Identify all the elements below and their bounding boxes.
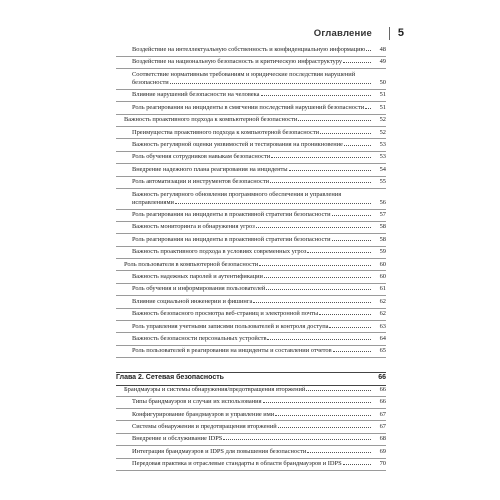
toc-entry-page: 68 xyxy=(379,435,386,443)
toc-entry-title: Важность мониторинга и обнаружения угроз xyxy=(132,223,255,231)
toc-entry-page: 70 xyxy=(379,460,386,468)
toc-section-2 xyxy=(116,386,386,471)
leader-dots xyxy=(365,108,371,109)
row-divider xyxy=(116,433,386,434)
leader-dots xyxy=(170,83,371,84)
row-divider xyxy=(116,209,386,210)
leader-dots xyxy=(271,157,371,158)
toc-entry-title: Важность безопасного просмотра веб-страниц и электронной почты xyxy=(132,310,319,318)
row-divider xyxy=(116,445,386,446)
row-divider xyxy=(116,126,386,127)
leader-dots xyxy=(366,50,371,51)
toc-entry-title: Важность безопасности персональных устройств xyxy=(132,335,267,342)
leader-dots xyxy=(332,215,371,216)
toc-entry-page: 62 xyxy=(379,297,386,305)
toc-entry-page: 52 xyxy=(379,116,386,124)
toc-entry-page: 63 xyxy=(379,322,386,330)
toc-entry xyxy=(116,58,386,66)
row-divider xyxy=(116,151,386,152)
leader-dots xyxy=(289,170,371,171)
toc-entry-page: 60 xyxy=(379,260,386,268)
toc-entry-title: Важность регулярной оценки уязвимостей и тестирования на проникновение xyxy=(132,140,343,148)
toc-entry xyxy=(116,104,386,112)
leader-dots xyxy=(298,120,371,121)
toc-entry xyxy=(116,236,386,244)
toc-entry-title: Роль пользователя в компьютерной безопасности xyxy=(124,260,259,268)
chapter-heading xyxy=(116,373,386,383)
row-divider xyxy=(116,114,386,115)
row-divider xyxy=(116,138,386,139)
toc-entry-page: 51 xyxy=(379,91,386,99)
leader-dots xyxy=(306,390,371,391)
toc-entry xyxy=(116,335,386,343)
toc-entry-title: Системы обнаружения и предотвращения вторжений xyxy=(132,422,277,430)
row-divider xyxy=(116,320,386,321)
page-number: 5 xyxy=(397,27,404,39)
toc-entry-title: Конфигурирование брандмауэров и управление ими xyxy=(132,410,275,418)
toc-entry-page: 62 xyxy=(379,310,386,318)
row-divider xyxy=(116,246,386,247)
leader-dots xyxy=(329,327,371,328)
toc-entry-title: Преимущества проактивного подхода к компьютерной безопасности xyxy=(132,128,320,136)
row-divider xyxy=(116,233,386,234)
toc-entry-page: 69 xyxy=(379,447,386,455)
row-divider xyxy=(116,408,386,409)
row-divider xyxy=(116,188,386,189)
toc-entry xyxy=(116,398,386,406)
toc-entry xyxy=(116,141,386,149)
leader-dots xyxy=(259,265,371,266)
toc-entry xyxy=(116,448,386,456)
toc-entry-page: 58 xyxy=(379,235,386,243)
header-divider xyxy=(389,27,390,40)
toc-entry-page: 58 xyxy=(379,223,386,231)
row-divider xyxy=(116,396,386,397)
row-divider xyxy=(116,458,386,459)
toc-entry xyxy=(116,129,386,137)
toc-entry-title: Роль управления учетными записями пользователей и контроля доступа xyxy=(132,322,329,330)
toc-entry xyxy=(116,285,386,293)
leader-dots xyxy=(267,339,371,340)
row-divider xyxy=(116,420,386,421)
table-of-contents xyxy=(116,46,386,473)
row-divider xyxy=(116,176,386,177)
leader-dots xyxy=(319,314,371,315)
toc-entry xyxy=(116,460,386,468)
leader-dots xyxy=(343,62,371,63)
toc-entry-title: Влияние нарушений безопасности на человека xyxy=(132,91,260,99)
toc-entry xyxy=(116,211,386,219)
toc-entry xyxy=(116,91,386,99)
chapter-page: 66 xyxy=(378,373,386,381)
row-divider xyxy=(116,56,386,57)
toc-entry-title: Влияние социальной инженерии и фишинга xyxy=(132,297,253,305)
toc-entry xyxy=(116,248,386,256)
toc-entry-page: 48 xyxy=(379,46,386,53)
leader-dots xyxy=(261,95,372,96)
row-divider xyxy=(116,345,386,346)
toc-entry-title: Роль реагирования на инциденты в проактивной стратегии безопасности xyxy=(132,211,331,219)
toc-entry xyxy=(116,178,386,186)
toc-entry-title: Воздействие на интеллектуальную собственность и конфиденциальную информацию xyxy=(132,46,366,53)
toc-entry xyxy=(116,273,386,281)
row-divider xyxy=(116,89,386,90)
toc-entry xyxy=(116,261,386,269)
row-divider xyxy=(116,308,386,309)
chapter-title: Глава 2. Сетевая безопасность xyxy=(116,373,224,381)
toc-entry-title: Важность регулярного обновления программного обеспечения и управления исправлениями xyxy=(132,190,342,206)
row-divider xyxy=(116,258,386,259)
leader-dots xyxy=(263,402,371,403)
leader-dots xyxy=(175,203,371,204)
toc-entry-title: Роль автоматизации и инструментов безопасности xyxy=(132,178,270,186)
toc-section-1 xyxy=(116,46,386,358)
toc-entry xyxy=(116,347,386,355)
toc-entry-page: 56 xyxy=(379,198,386,206)
toc-entry-page: 61 xyxy=(379,285,386,293)
row-divider xyxy=(116,470,386,471)
toc-entry xyxy=(116,435,386,443)
toc-entry-title: Важность проактивного подхода в условиях современных угроз xyxy=(132,248,307,256)
toc-entry-title: Внедрение надежного плана реагирования на инциденты xyxy=(132,165,288,173)
toc-entry xyxy=(116,116,386,124)
toc-entry xyxy=(116,46,386,54)
leader-dots xyxy=(343,464,371,465)
toc-entry-page: 60 xyxy=(379,273,386,281)
toc-entry xyxy=(116,411,386,419)
row-divider xyxy=(116,163,386,164)
toc-entry xyxy=(116,310,386,318)
leader-dots xyxy=(333,351,371,352)
leader-dots xyxy=(256,227,371,228)
toc-entry-title: Важность проактивного подхода к компьютерной безопасности xyxy=(124,116,298,124)
row-divider xyxy=(116,295,386,296)
toc-entry-page: 49 xyxy=(379,58,386,66)
toc-entry-title: Роль пользователей в реагировании на инциденты и составлении отчетов xyxy=(132,347,332,355)
toc-entry-title: Важность надежных паролей и аутентификации xyxy=(132,273,263,281)
section-gap xyxy=(116,360,386,370)
leader-dots xyxy=(223,439,371,440)
row-divider xyxy=(116,68,386,69)
toc-entry-page: 52 xyxy=(379,128,386,136)
toc-entry-page: 66 xyxy=(379,398,386,406)
page-header xyxy=(0,28,500,42)
leader-dots xyxy=(253,302,371,303)
toc-entry-title: Роль обучения и информирования пользователей xyxy=(132,285,266,293)
toc-entry-page: 53 xyxy=(379,153,386,161)
row-divider xyxy=(116,283,386,284)
toc-entry xyxy=(116,153,386,161)
toc-entry xyxy=(116,71,386,87)
toc-entry-page: 50 xyxy=(379,78,386,86)
row-divider xyxy=(116,332,386,333)
leader-dots xyxy=(270,182,371,183)
row-divider xyxy=(116,357,386,358)
toc-entry-page: 54 xyxy=(379,165,386,173)
toc-entry-page: 51 xyxy=(379,103,386,111)
toc-entry-page: 67 xyxy=(379,410,386,418)
toc-entry-page: 66 xyxy=(379,385,386,393)
leader-dots xyxy=(275,415,371,416)
toc-entry xyxy=(116,323,386,331)
toc-entry-page: 64 xyxy=(379,335,386,342)
toc-entry xyxy=(116,298,386,306)
toc-entry-page: 67 xyxy=(379,422,386,430)
toc-entry-title: Брандмауэры и системы обнаружения/предотвращения вторжений xyxy=(124,385,306,393)
running-header-title: Оглавление xyxy=(313,28,372,39)
toc-entry-title: Передовая практика и отраслевые стандарты в области брандмауэров и IDPS xyxy=(132,460,342,468)
leader-dots xyxy=(332,240,371,241)
toc-entry-page: 57 xyxy=(379,211,386,219)
toc-entry xyxy=(116,386,386,394)
leader-dots xyxy=(266,289,371,290)
toc-entry-page: 65 xyxy=(379,347,386,355)
leader-dots xyxy=(320,133,371,134)
leader-dots xyxy=(307,452,371,453)
toc-entry-title: Роль реагирования на инциденты в смягчении последствий нарушений безопасности xyxy=(132,103,365,111)
toc-entry-title: Типы брандмауэров и случаи их использования xyxy=(132,398,262,406)
toc-entry-page: 59 xyxy=(379,248,386,256)
leader-dots xyxy=(344,145,371,146)
toc-entry xyxy=(116,423,386,431)
toc-entry-title: Роль реагирования на инциденты в проактивной стратегии безопасности xyxy=(132,235,331,243)
toc-entry-page: 55 xyxy=(379,178,386,186)
row-divider xyxy=(116,101,386,102)
toc-entry-title: Внедрение и обслуживание IDPS xyxy=(132,435,223,443)
toc-entry-page: 53 xyxy=(379,140,386,148)
row-divider xyxy=(116,221,386,222)
toc-entry-title: Интеграция брандмауэров и IDPS для повышения безопасности xyxy=(132,447,307,455)
leader-dots xyxy=(278,427,371,428)
toc-entry xyxy=(116,223,386,231)
toc-entry-title: Соответствие нормативным требованиям и юридические последствия нарушений безопасности xyxy=(132,70,356,86)
leader-dots xyxy=(307,252,371,253)
toc-entry-title: Воздействие на национальную безопасность и критическую инфраструктуру xyxy=(132,58,343,66)
toc-entry-title: Роль обучения сотрудников навыкам безопасности xyxy=(132,153,271,161)
row-divider xyxy=(116,270,386,271)
toc-entry xyxy=(116,191,386,207)
leader-dots xyxy=(264,277,371,278)
toc-entry xyxy=(116,166,386,174)
